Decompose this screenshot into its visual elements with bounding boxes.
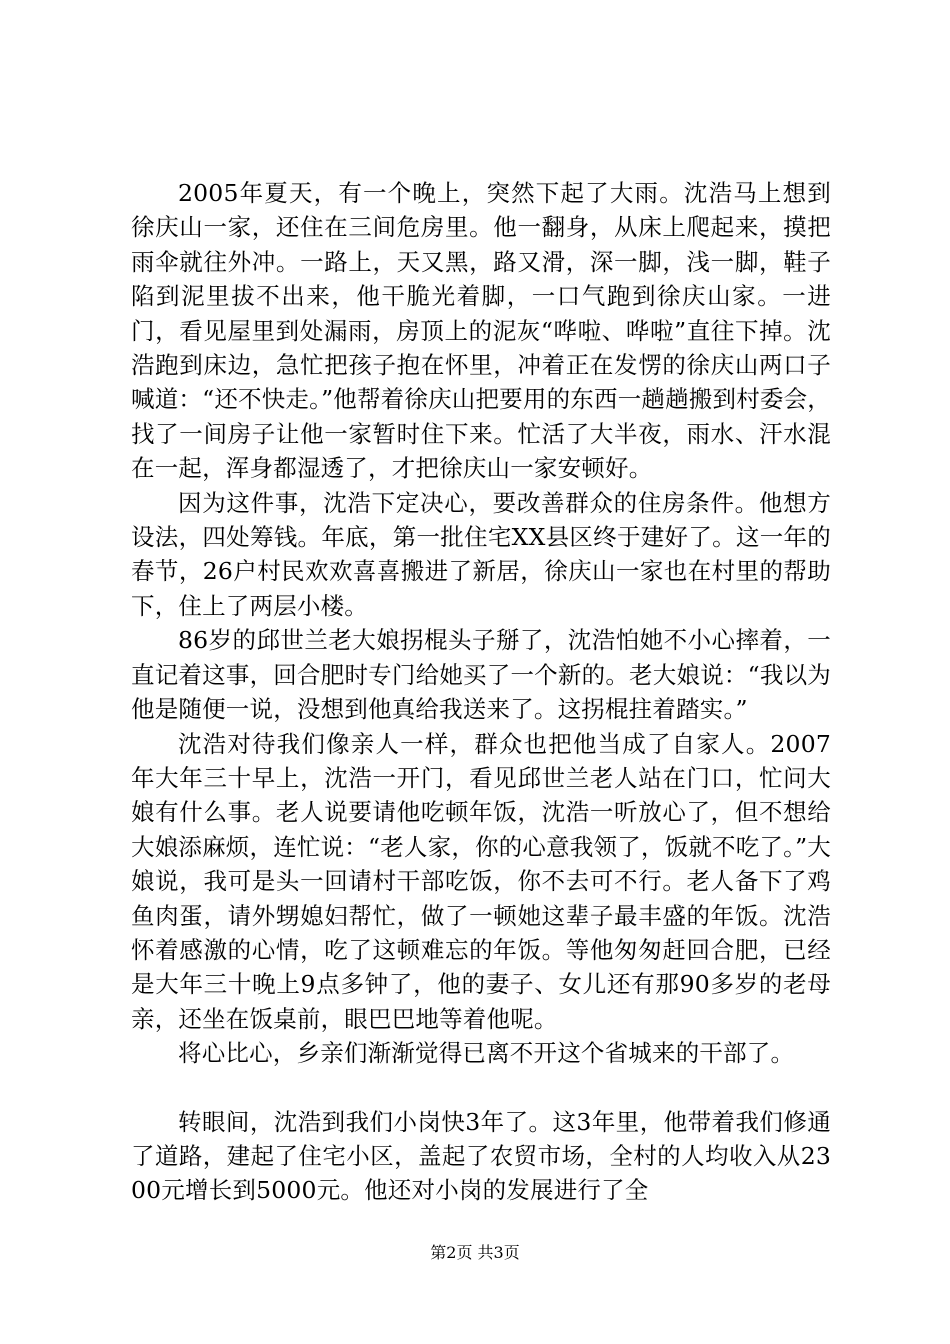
- paragraph-new-year-dinner: 沈浩对待我们像亲人一样，群众也把他当成了自家人。2007年大年三十早上，沈浩一开门，看见邱世兰老人站在门口，忙问大娘有什么事。老人说要请他吃顿年饭，沈浩一听放心了，但不想给大娘添麻烦，连忙说：“老人家，你的心意我领了，饭就不吃了。”大娘说，我可是头一回请村干部吃饭，你不去可不行。老人备下了鸡鱼肉蛋，请外甥媳妇帮忙，做了一顿她这辈子最丰盛的年饭。沈浩怀着感激的心情，吃了这顿难忘的年饭。等他匆匆赶回合肥，已经是大年三十晚上9点多钟了，他的妻子、女儿还有那90多岁的老母亲，还坐在饭桌前，眼巴巴地等着他呢。: [131, 729, 831, 1033]
- paragraph-heart-to-heart: 将心比心，乡亲们渐渐觉得已离不开这个省城来的干部了。: [178, 1039, 795, 1068]
- document-body: [131, 176, 831, 1208]
- paragraph-rainstorm-rescue: 2005年夏天，有一个晚上，突然下起了大雨。沈浩马上想到徐庆山一家，还住在三间危房里。他一翻身，从床上爬起来，摸把雨伞就往外冲。一路上，天又黑，路又滑，深一脚，浅一脚，鞋子陷到泥里拔不出来，他干脆光着脚，一口气跑到徐庆山家。一进门，看见屋里到处漏雨，房顶上的泥灰“哗啦、哗啦”直往下掉。沈浩跑到床边，急忙把孩子抱在怀里，冲着正在发愣的徐庆山两口子喊道：“还不快走。”他帮着徐庆山把要用的东西一趟趟搬到村委会，找了一间房子让他一家暂时住下来。忙活了大半夜，雨水、汗水混在一起，浑身都湿透了，才把徐庆山一家安顿好。: [131, 179, 831, 483]
- page-number-indicator: 第2页 共3页: [430, 1243, 520, 1262]
- paragraph-spacer: [131, 1071, 831, 1105]
- paragraph-three-years: 转眼间，沈浩到我们小岗快3年了。这3年里，他带着我们修通了道路，建起了住宅小区，盖起了农贸市场，全村的人均收入从2300元增长到5000元。他还对小岗的发展进行了全: [131, 1107, 831, 1205]
- paragraph-walking-stick: 86岁的邱世兰老大娘拐棍头子掰了，沈浩怕她不小心摔着，一直记着这事，回合肥时专门给她买了一个新的。老大娘说：“我以为他是随便一说，没想到他真给我送来了。这拐棍拄着踏实。”: [131, 626, 831, 724]
- page-footer: [0, 1243, 950, 1263]
- paragraph-housing-improvement: 因为这件事，沈浩下定决心，要改善群众的住房条件。他想方设法，四处筹钱。年底，第一批住宅XX县区终于建好了。这一年的春节，26户村民欢欢喜喜搬进了新居，徐庆山一家也在村里的帮助下，住上了两层小楼。: [131, 488, 831, 620]
